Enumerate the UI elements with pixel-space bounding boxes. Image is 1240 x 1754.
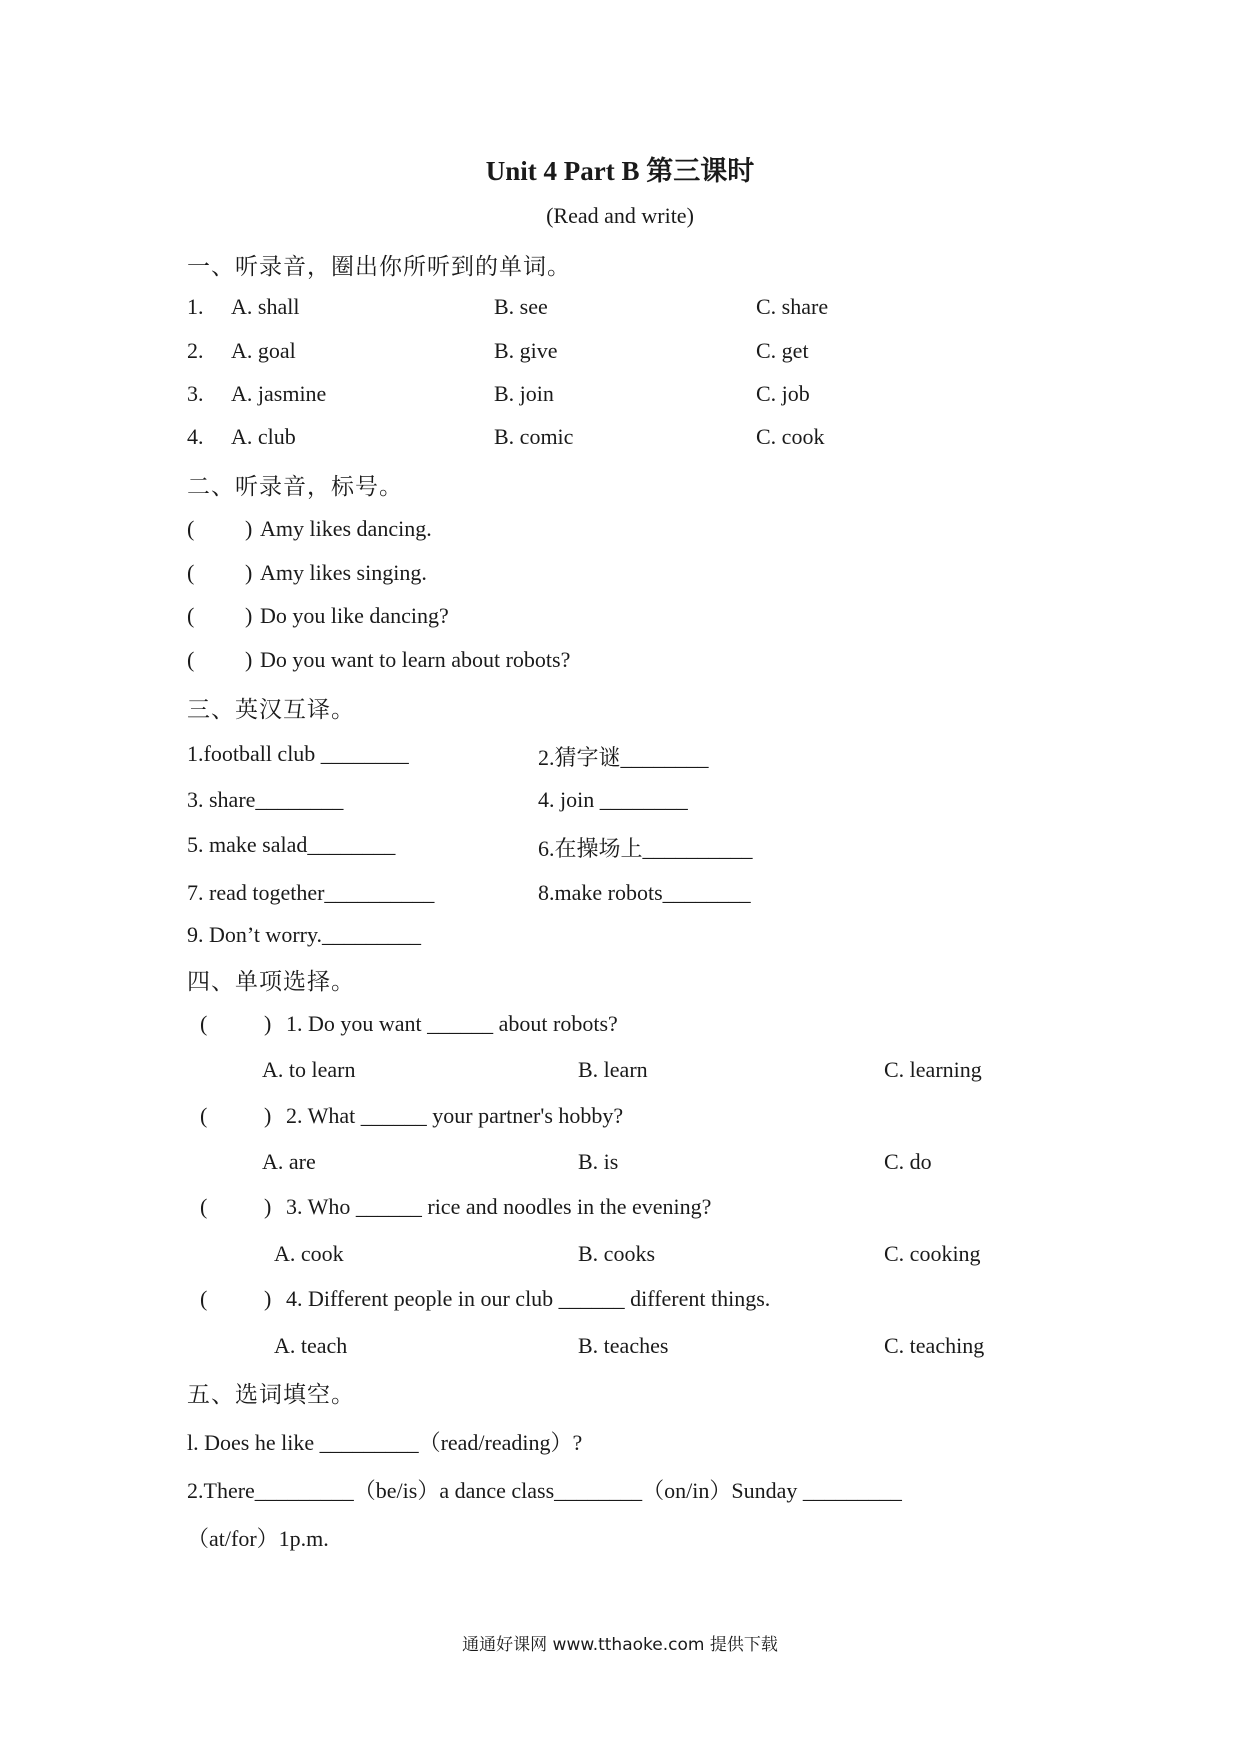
s1-row-2-option-a: A. goal [231,338,296,363]
s1-row-3-option-b: B. join [494,381,554,406]
s1-row-1-option-c: C. share [756,294,829,319]
s1-row-4-option-c: C. cook [756,424,825,449]
s4-q3-option-a: A. cook [274,1241,344,1266]
s1-row-2-num: 2. [187,338,204,363]
s2-item-2-open-paren: ( [187,560,195,585]
section-2-heading: 二、听录音，标号。 [187,474,403,500]
s1-row-2-option-b: B. give [494,338,558,363]
s4-q2-option-a: A. are [262,1149,316,1174]
page-footer: 通通好课网 www.tthaoke.com 提供下载 [462,1635,778,1655]
section-5-heading: 五、选词填空。 [187,1382,355,1408]
s4-q3-option-b: B. cooks [578,1241,655,1266]
s4-q4-text: 4. Different people in our club ______ different things. [286,1286,771,1311]
s2-item-1-close-paren: ) [245,516,253,541]
s2-item-3-close-paren: ) [245,603,253,628]
s4-q1-option-c: C. learning [884,1057,982,1082]
s3-item-9: 9. Don’t worry._________ [187,922,422,947]
s4-q2-option-b: B. is [578,1149,619,1174]
s1-row-1-num: 1. [187,294,204,319]
s1-row-4-option-a: A. club [231,424,296,449]
s1-row-3-option-a: A. jasmine [231,381,327,406]
s4-q2-open-paren: ( [200,1103,208,1128]
s1-row-2-option-c: C. get [756,338,809,363]
s4-q1-text: 1. Do you want ______ about robots? [286,1011,618,1036]
section-1-heading: 一、听录音，圈出你所听到的单词。 [187,254,571,280]
s4-q3-text: 3. Who ______ rice and noodles in the evening? [286,1194,712,1219]
section-3-heading: 三、英汉互译。 [187,697,355,723]
s4-q2-text: 2. What ______ your partner's hobby? [286,1103,624,1128]
s2-item-2-text: Amy likes singing. [260,560,427,585]
s1-row-4-num: 4. [187,424,204,449]
s4-q4-close-paren: ) [264,1286,272,1311]
s3-item-7: 7. read together__________ [187,880,435,905]
s4-q3-open-paren: ( [200,1194,208,1219]
page-subtitle: (Read and write) [546,203,694,228]
s5-line-3: （at/for）1p.m. [187,1526,329,1551]
s4-q1-open-paren: ( [200,1011,208,1036]
s5-line-1: l. Does he like _________（read/reading）? [187,1430,583,1455]
s3-item-5: 5. make salad________ [187,832,396,857]
s4-q1-close-paren: ) [264,1011,272,1036]
s4-q1-option-b: B. learn [578,1057,648,1082]
s1-row-1-option-a: A. shall [231,294,300,319]
section-4-heading: 四、单项选择。 [187,969,355,995]
page-title: Unit 4 Part B 第三课时 [485,156,755,186]
s3-item-3: 3. share________ [187,787,344,812]
s1-row-1-option-b: B. see [494,294,548,319]
s3-item-4: 4. join ________ [538,787,688,812]
s4-q4-option-a: A. teach [274,1333,348,1358]
s5-line-2: 2.There_________（be/is）a dance class________（on/in）Sunday _________ [187,1478,902,1503]
s2-item-4-open-paren: ( [187,647,195,672]
s2-item-1-open-paren: ( [187,516,195,541]
s2-item-1-text: Amy likes dancing. [260,516,432,541]
s2-item-4-close-paren: ) [245,647,253,672]
s2-item-4-text: Do you want to learn about robots? [260,647,571,672]
s4-q2-close-paren: ) [264,1103,272,1128]
s2-item-3-text: Do you like dancing? [260,603,449,628]
s4-q3-close-paren: ) [264,1194,272,1219]
s3-item-8: 8.make robots________ [538,880,751,905]
s2-item-2-close-paren: ) [245,560,253,585]
s3-item-1: 1.football club ________ [187,741,409,766]
s1-row-3-option-c: C. job [756,381,810,406]
s1-row-3-num: 3. [187,381,204,406]
s4-q4-option-b: B. teaches [578,1333,669,1358]
s4-q1-option-a: A. to learn [262,1057,356,1082]
s2-item-3-open-paren: ( [187,603,195,628]
s3-item-2: 2.猜字谜________ [538,745,709,770]
s4-q2-option-c: C. do [884,1149,932,1174]
s3-item-6: 6.在操场上__________ [538,836,753,861]
s1-row-4-option-b: B. comic [494,424,574,449]
s4-q3-option-c: C. cooking [884,1241,981,1266]
s4-q4-open-paren: ( [200,1286,208,1311]
s4-q4-option-c: C. teaching [884,1333,985,1358]
